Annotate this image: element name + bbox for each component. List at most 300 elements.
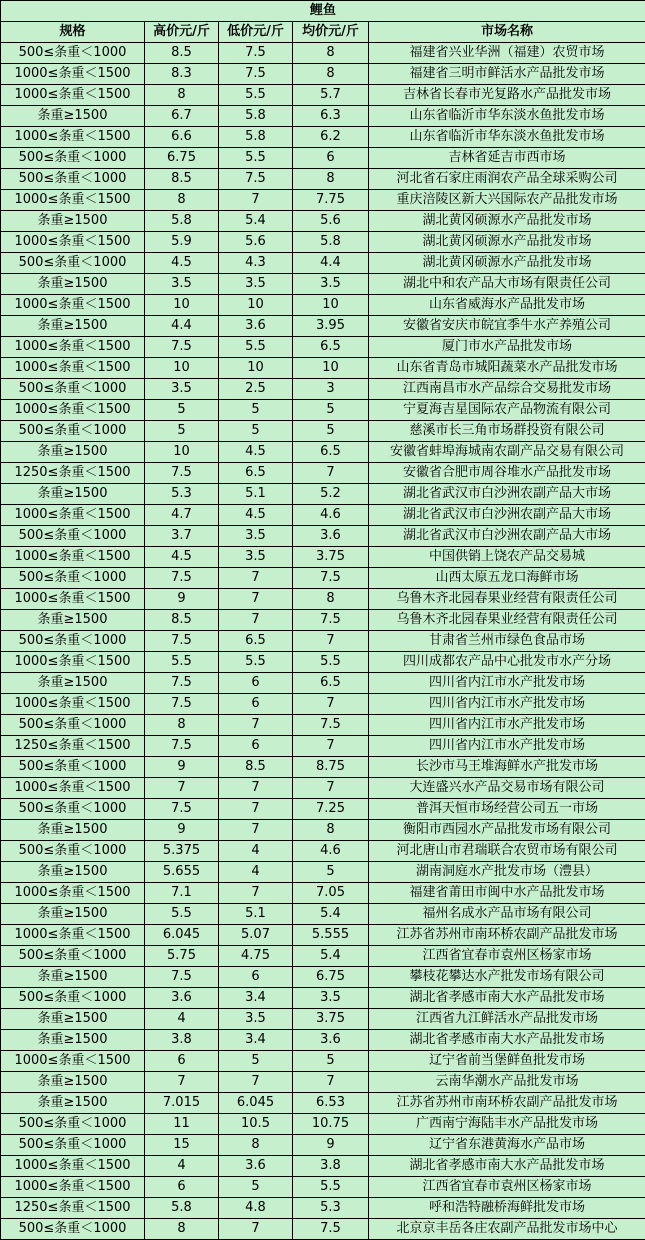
cell-high-price: 5.8 <box>145 211 219 232</box>
cell-spec: 500≤条重＜1000 <box>1 43 145 64</box>
cell-spec: 500≤条重＜1000 <box>1 757 145 778</box>
table-row <box>1 589 645 610</box>
cell-avg-price: 7 <box>293 736 369 757</box>
table-row <box>1 631 645 652</box>
cell-spec: 条重≥1500 <box>1 862 145 883</box>
cell-market-name: 吉林省长春市光复路水产品批发市场 <box>369 85 645 106</box>
cell-avg-price: 3 <box>293 379 369 400</box>
cell-low-price: 7.5 <box>219 43 293 64</box>
cell-avg-price: 6.75 <box>293 967 369 988</box>
cell-market-name: 四川省内江市水产批发市场 <box>369 673 645 694</box>
cell-high-price: 6 <box>145 1177 219 1198</box>
cell-high-price: 5.5 <box>145 652 219 673</box>
cell-low-price: 4.3 <box>219 253 293 274</box>
cell-market-name: 湖北省孝感市南大水产品批发市场 <box>369 988 645 1009</box>
cell-low-price: 7.5 <box>219 169 293 190</box>
cell-spec: 1250≤条重＜1500 <box>1 1198 145 1219</box>
cell-low-price: 7 <box>219 589 293 610</box>
cell-low-price: 5.5 <box>219 148 293 169</box>
cell-high-price: 3.5 <box>145 379 219 400</box>
cell-spec: 500≤条重＜1000 <box>1 946 145 967</box>
cell-avg-price: 3.8 <box>293 1156 369 1177</box>
cell-high-price: 7.5 <box>145 673 219 694</box>
cell-avg-price: 4.6 <box>293 841 369 862</box>
cell-low-price: 6 <box>219 736 293 757</box>
cell-high-price: 7.5 <box>145 736 219 757</box>
cell-low-price: 4.75 <box>219 946 293 967</box>
cell-avg-price: 5.7 <box>293 85 369 106</box>
cell-market-name: 湖北黄冈硕源水产品批发市场 <box>369 211 645 232</box>
cell-market-name: 长沙市马王堆海鲜水产批发市场 <box>369 757 645 778</box>
cell-low-price: 5 <box>219 1051 293 1072</box>
table-row <box>1 253 645 274</box>
table-row <box>1 988 645 1009</box>
cell-spec: 1000≤条重＜1500 <box>1 358 145 379</box>
cell-high-price: 7 <box>145 778 219 799</box>
cell-spec: 1000≤条重＜1500 <box>1 694 145 715</box>
cell-low-price: 7 <box>219 1219 293 1240</box>
cell-spec: 500≤条重＜1000 <box>1 715 145 736</box>
cell-market-name: 福建省三明市鲜活水产品批发市场 <box>369 64 645 85</box>
cell-market-name: 大连盛兴水产品交易市场有限公司 <box>369 778 645 799</box>
cell-avg-price: 6.5 <box>293 442 369 463</box>
cell-spec: 条重≥1500 <box>1 904 145 925</box>
cell-market-name: 湖北中和农产品大市场有限责任公司 <box>369 274 645 295</box>
cell-high-price: 4.4 <box>145 316 219 337</box>
cell-high-price: 5 <box>145 421 219 442</box>
cell-low-price: 5.4 <box>219 211 293 232</box>
cell-low-price: 7 <box>219 883 293 904</box>
table-row <box>1 757 645 778</box>
cell-high-price: 9 <box>145 589 219 610</box>
cell-avg-price: 5.5 <box>293 1177 369 1198</box>
cell-high-price: 7.015 <box>145 1093 219 1114</box>
cell-spec: 条重≥1500 <box>1 211 145 232</box>
cell-spec: 条重≥1500 <box>1 610 145 631</box>
cell-low-price: 3.6 <box>219 316 293 337</box>
header-avg-price: 均价元/斤 <box>293 22 369 43</box>
cell-spec: 1000≤条重＜1500 <box>1 652 145 673</box>
cell-spec: 1000≤条重＜1500 <box>1 64 145 85</box>
cell-market-name: 甘肃省兰州市绿色食品市场 <box>369 631 645 652</box>
cell-avg-price: 3.6 <box>293 526 369 547</box>
cell-avg-price: 6 <box>293 148 369 169</box>
cell-spec: 1000≤条重＜1500 <box>1 547 145 568</box>
cell-market-name: 安徽省安庆市皖宜季牛水产养殖公司 <box>369 316 645 337</box>
cell-high-price: 6 <box>145 1051 219 1072</box>
cell-avg-price: 3.75 <box>293 547 369 568</box>
cell-avg-price: 9 <box>293 1135 369 1156</box>
cell-spec: 500≤条重＜1000 <box>1 568 145 589</box>
cell-market-name: 吉林省延吉市西市场 <box>369 148 645 169</box>
cell-market-name: 辽宁省东港黄海水产品市场 <box>369 1135 645 1156</box>
cell-avg-price: 7 <box>293 1072 369 1093</box>
cell-spec: 条重≥1500 <box>1 274 145 295</box>
cell-high-price: 6.75 <box>145 148 219 169</box>
table-row <box>1 778 645 799</box>
cell-avg-price: 5.2 <box>293 484 369 505</box>
cell-spec: 条重≥1500 <box>1 1072 145 1093</box>
cell-high-price: 7.5 <box>145 799 219 820</box>
cell-high-price: 3.6 <box>145 988 219 1009</box>
cell-spec: 500≤条重＜1000 <box>1 421 145 442</box>
cell-market-name: 安徽省蚌埠海城南农副产品交易有限公司 <box>369 442 645 463</box>
cell-high-price: 9 <box>145 820 219 841</box>
table-row <box>1 85 645 106</box>
cell-avg-price: 6.53 <box>293 1093 369 1114</box>
table-row <box>1 841 645 862</box>
cell-low-price: 4 <box>219 862 293 883</box>
cell-spec: 条重≥1500 <box>1 673 145 694</box>
cell-spec: 1000≤条重＜1500 <box>1 232 145 253</box>
cell-spec: 1000≤条重＜1500 <box>1 505 145 526</box>
cell-spec: 1000≤条重＜1500 <box>1 190 145 211</box>
cell-high-price: 4 <box>145 1156 219 1177</box>
cell-avg-price: 4.4 <box>293 253 369 274</box>
cell-avg-price: 7 <box>293 463 369 484</box>
cell-market-name: 湖北黄冈硕源水产品批发市场 <box>369 232 645 253</box>
cell-low-price: 3.5 <box>219 274 293 295</box>
table-row <box>1 1051 645 1072</box>
cell-spec: 1000≤条重＜1500 <box>1 295 145 316</box>
cell-low-price: 5.1 <box>219 484 293 505</box>
cell-high-price: 3.5 <box>145 274 219 295</box>
cell-market-name: 江西省宜春市袁州区杨家市场 <box>369 1177 645 1198</box>
cell-avg-price: 5.4 <box>293 904 369 925</box>
table-row <box>1 379 645 400</box>
cell-avg-price: 5.8 <box>293 232 369 253</box>
table-row <box>1 43 645 64</box>
cell-spec: 1000≤条重＜1500 <box>1 1051 145 1072</box>
cell-market-name: 云南华潮水产品批发市场 <box>369 1072 645 1093</box>
cell-market-name: 重庆涪陵区新大兴国际农产品批发市场 <box>369 190 645 211</box>
cell-avg-price: 5 <box>293 862 369 883</box>
cell-market-name: 慈溪市长三角市场群投资有限公司 <box>369 421 645 442</box>
cell-avg-price: 5.6 <box>293 211 369 232</box>
cell-market-name: 乌鲁木齐北园春果业经营有限责任公司 <box>369 610 645 631</box>
cell-high-price: 5 <box>145 400 219 421</box>
table-row <box>1 316 645 337</box>
cell-spec: 条重≥1500 <box>1 1009 145 1030</box>
cell-high-price: 5.9 <box>145 232 219 253</box>
cell-avg-price: 8 <box>293 820 369 841</box>
cell-low-price: 5.1 <box>219 904 293 925</box>
cell-avg-price: 10.75 <box>293 1114 369 1135</box>
cell-low-price: 7 <box>219 820 293 841</box>
table-row <box>1 358 645 379</box>
cell-market-name: 山东省临沂市华东淡水鱼批发市场 <box>369 106 645 127</box>
cell-market-name: 湖北省武汉市白沙洲农副产品大市场 <box>369 526 645 547</box>
cell-low-price: 6.045 <box>219 1093 293 1114</box>
cell-market-name: 中国供销上饶农产品交易城 <box>369 547 645 568</box>
cell-avg-price: 6.2 <box>293 127 369 148</box>
cell-spec: 1000≤条重＜1500 <box>1 925 145 946</box>
cell-high-price: 8 <box>145 190 219 211</box>
table-row <box>1 505 645 526</box>
cell-avg-price: 5 <box>293 421 369 442</box>
cell-high-price: 4.7 <box>145 505 219 526</box>
cell-market-name: 辽宁省前当堡鲜鱼批发市场 <box>369 1051 645 1072</box>
table-row <box>1 1219 645 1240</box>
cell-high-price: 6.7 <box>145 106 219 127</box>
cell-low-price: 5.07 <box>219 925 293 946</box>
cell-low-price: 7 <box>219 610 293 631</box>
cell-low-price: 5.5 <box>219 337 293 358</box>
cell-high-price: 5.375 <box>145 841 219 862</box>
cell-low-price: 4.5 <box>219 505 293 526</box>
cell-high-price: 3.8 <box>145 1030 219 1051</box>
table-row <box>1 652 645 673</box>
table-row <box>1 946 645 967</box>
cell-market-name: 普洱天恒市场经营公司五一市场 <box>369 799 645 820</box>
cell-avg-price: 5.4 <box>293 946 369 967</box>
table-row <box>1 106 645 127</box>
cell-high-price: 15 <box>145 1135 219 1156</box>
cell-avg-price: 5.555 <box>293 925 369 946</box>
cell-market-name: 宁夏海吉星国际农产品物流有限公司 <box>369 400 645 421</box>
cell-high-price: 7.5 <box>145 337 219 358</box>
cell-avg-price: 6.5 <box>293 673 369 694</box>
cell-high-price: 6.045 <box>145 925 219 946</box>
cell-avg-price: 7.5 <box>293 1219 369 1240</box>
cell-spec: 1250≤条重＜1500 <box>1 736 145 757</box>
cell-market-name: 河北唐山市君瑞联合农贸市场有限公司 <box>369 841 645 862</box>
cell-high-price: 7.1 <box>145 883 219 904</box>
cell-market-name: 湖北省武汉市白沙洲农副产品大市场 <box>369 484 645 505</box>
table-row <box>1 190 645 211</box>
cell-spec: 1000≤条重＜1500 <box>1 400 145 421</box>
cell-low-price: 4 <box>219 841 293 862</box>
cell-market-name: 山东省临沂市华东淡水鱼批发市场 <box>369 127 645 148</box>
table-row <box>1 862 645 883</box>
cell-spec: 条重≥1500 <box>1 316 145 337</box>
cell-high-price: 5.75 <box>145 946 219 967</box>
cell-spec: 条重≥1500 <box>1 1093 145 1114</box>
cell-market-name: 山东省威海水产品批发市场 <box>369 295 645 316</box>
table-row <box>1 295 645 316</box>
cell-avg-price: 10 <box>293 358 369 379</box>
cell-avg-price: 8.75 <box>293 757 369 778</box>
table-row <box>1 1072 645 1093</box>
cell-high-price: 4.5 <box>145 253 219 274</box>
cell-avg-price: 5.3 <box>293 1198 369 1219</box>
cell-spec: 1000≤条重＜1500 <box>1 778 145 799</box>
cell-spec: 1000≤条重＜1500 <box>1 1177 145 1198</box>
cell-low-price: 6.5 <box>219 463 293 484</box>
header-spec: 规格 <box>1 22 145 43</box>
table-row <box>1 967 645 988</box>
table-row <box>1 568 645 589</box>
table-row <box>1 211 645 232</box>
cell-high-price: 5.655 <box>145 862 219 883</box>
cell-spec: 条重≥1500 <box>1 442 145 463</box>
cell-low-price: 4.5 <box>219 442 293 463</box>
cell-high-price: 7.5 <box>145 463 219 484</box>
table-title-row <box>1 1 645 22</box>
cell-high-price: 4.5 <box>145 547 219 568</box>
cell-avg-price: 8 <box>293 169 369 190</box>
table-row <box>1 1177 645 1198</box>
cell-low-price: 2.5 <box>219 379 293 400</box>
cell-high-price: 7.5 <box>145 568 219 589</box>
cell-avg-price: 4.6 <box>293 505 369 526</box>
cell-avg-price: 3.5 <box>293 274 369 295</box>
table-row <box>1 715 645 736</box>
cell-avg-price: 3.95 <box>293 316 369 337</box>
cell-spec: 条重≥1500 <box>1 106 145 127</box>
cell-high-price: 8 <box>145 715 219 736</box>
cell-market-name: 江苏省苏州市南环桥农副产品批发市场 <box>369 925 645 946</box>
cell-low-price: 6 <box>219 694 293 715</box>
cell-low-price: 3.4 <box>219 1030 293 1051</box>
cell-low-price: 6.5 <box>219 631 293 652</box>
table-row <box>1 610 645 631</box>
cell-avg-price: 5.5 <box>293 652 369 673</box>
cell-market-name: 湖北黄冈硕源水产品批发市场 <box>369 253 645 274</box>
table-row <box>1 400 645 421</box>
cell-spec: 500≤条重＜1000 <box>1 988 145 1009</box>
cell-market-name: 福州名成水产品市场有限公司 <box>369 904 645 925</box>
cell-market-name: 衡阳市西园水产品批发市场有限公司 <box>369 820 645 841</box>
table-row <box>1 547 645 568</box>
cell-spec: 1000≤条重＜1500 <box>1 337 145 358</box>
cell-avg-price: 7 <box>293 778 369 799</box>
header-high-price: 高价元/斤 <box>145 22 219 43</box>
cell-market-name: 攀枝花攀达水产批发市场有限公司 <box>369 967 645 988</box>
cell-spec: 500≤条重＜1000 <box>1 253 145 274</box>
cell-market-name: 福建省莆田市闽中水产品批发市场 <box>369 883 645 904</box>
cell-market-name: 湖北省孝感市南大水产品批发市场 <box>369 1156 645 1177</box>
table-row <box>1 736 645 757</box>
cell-spec: 500≤条重＜1000 <box>1 148 145 169</box>
cell-high-price: 7.5 <box>145 631 219 652</box>
table-row <box>1 925 645 946</box>
cell-low-price: 10 <box>219 295 293 316</box>
cell-spec: 500≤条重＜1000 <box>1 379 145 400</box>
cell-spec: 条重≥1500 <box>1 484 145 505</box>
cell-high-price: 7.5 <box>145 694 219 715</box>
cell-spec: 1000≤条重＜1500 <box>1 127 145 148</box>
cell-high-price: 7 <box>145 1072 219 1093</box>
header-market-name: 市场名称 <box>369 22 645 43</box>
cell-avg-price: 3.6 <box>293 1030 369 1051</box>
cell-market-name: 江西省宜春市袁州区杨家市场 <box>369 946 645 967</box>
cell-high-price: 8.3 <box>145 64 219 85</box>
cell-low-price: 7 <box>219 799 293 820</box>
cell-spec: 500≤条重＜1000 <box>1 841 145 862</box>
cell-avg-price: 7.5 <box>293 568 369 589</box>
table-row <box>1 1009 645 1030</box>
cell-high-price: 6.6 <box>145 127 219 148</box>
cell-market-name: 厦门市水产品批发市场 <box>369 337 645 358</box>
cell-low-price: 3.5 <box>219 547 293 568</box>
cell-low-price: 3.6 <box>219 1156 293 1177</box>
cell-market-name: 乌鲁木齐北园春果业经营有限责任公司 <box>369 589 645 610</box>
table-row <box>1 526 645 547</box>
cell-spec: 条重≥1500 <box>1 1030 145 1051</box>
cell-avg-price: 8 <box>293 589 369 610</box>
cell-avg-price: 7.75 <box>293 190 369 211</box>
table-row <box>1 484 645 505</box>
cell-spec: 500≤条重＜1000 <box>1 799 145 820</box>
cell-spec: 500≤条重＜1000 <box>1 1219 145 1240</box>
cell-high-price: 8 <box>145 85 219 106</box>
cell-low-price: 3.5 <box>219 526 293 547</box>
cell-high-price: 7.5 <box>145 967 219 988</box>
cell-low-price: 3.4 <box>219 988 293 1009</box>
cell-low-price: 5 <box>219 421 293 442</box>
cell-low-price: 7 <box>219 1072 293 1093</box>
cell-market-name: 江西省九江鲜活水产品批发市场 <box>369 1009 645 1030</box>
table-row <box>1 148 645 169</box>
cell-spec: 500≤条重＜1000 <box>1 1114 145 1135</box>
cell-high-price: 8.5 <box>145 610 219 631</box>
cell-low-price: 6 <box>219 673 293 694</box>
cell-market-name: 四川省内江市水产批发市场 <box>369 694 645 715</box>
cell-low-price: 5.8 <box>219 106 293 127</box>
table-row <box>1 1156 645 1177</box>
cell-low-price: 5.5 <box>219 85 293 106</box>
table-row <box>1 694 645 715</box>
cell-low-price: 7 <box>219 568 293 589</box>
cell-high-price: 5.3 <box>145 484 219 505</box>
cell-market-name: 呼和浩特融桥海鲜批发市场 <box>369 1198 645 1219</box>
table-row <box>1 1135 645 1156</box>
cell-market-name: 广西南宁海陆丰水产品批发市场 <box>369 1114 645 1135</box>
cell-market-name: 山西太原五龙口海鲜市场 <box>369 568 645 589</box>
cell-avg-price: 8 <box>293 64 369 85</box>
cell-market-name: 四川省内江市水产批发市场 <box>369 715 645 736</box>
cell-high-price: 8.5 <box>145 169 219 190</box>
cell-market-name: 山东省青岛市城阳蔬菜水产品批发市场 <box>369 358 645 379</box>
cell-market-name: 福建省兴业华洲（福建）农贸市场 <box>369 43 645 64</box>
table-row <box>1 64 645 85</box>
cell-low-price: 10.5 <box>219 1114 293 1135</box>
cell-low-price: 7 <box>219 190 293 211</box>
cell-low-price: 6 <box>219 967 293 988</box>
cell-high-price: 5.8 <box>145 1198 219 1219</box>
cell-avg-price: 10 <box>293 295 369 316</box>
cell-spec: 1000≤条重＜1500 <box>1 1156 145 1177</box>
cell-avg-price: 8 <box>293 43 369 64</box>
cell-avg-price: 3.75 <box>293 1009 369 1030</box>
table-row <box>1 799 645 820</box>
cell-market-name: 四川省内江市水产批发市场 <box>369 736 645 757</box>
cell-high-price: 9 <box>145 757 219 778</box>
cell-low-price: 10 <box>219 358 293 379</box>
cell-avg-price: 7.25 <box>293 799 369 820</box>
cell-low-price: 5.8 <box>219 127 293 148</box>
cell-avg-price: 6.5 <box>293 337 369 358</box>
cell-market-name: 江苏省苏州市南环桥农副产品批发市场 <box>369 1093 645 1114</box>
cell-market-name: 安徽省合肥市周谷堆水产品批发市场 <box>369 463 645 484</box>
table-body <box>1 43 645 1240</box>
cell-low-price: 4.8 <box>219 1198 293 1219</box>
cell-market-name: 四川成都农产品中心批发市水产分场 <box>369 652 645 673</box>
table-row <box>1 442 645 463</box>
cell-spec: 条重≥1500 <box>1 967 145 988</box>
cell-spec: 500≤条重＜1000 <box>1 631 145 652</box>
cell-market-name: 北京京丰岳各庄农副产品批发市场中心 <box>369 1219 645 1240</box>
table-row <box>1 232 645 253</box>
cell-low-price: 5 <box>219 1177 293 1198</box>
cell-high-price: 8 <box>145 1219 219 1240</box>
cell-market-name: 湖北省武汉市白沙洲农副产品大市场 <box>369 505 645 526</box>
cell-high-price: 10 <box>145 295 219 316</box>
cell-high-price: 3.7 <box>145 526 219 547</box>
cell-market-name: 江西南昌市水产品综合交易批发市场 <box>369 379 645 400</box>
table-row <box>1 904 645 925</box>
